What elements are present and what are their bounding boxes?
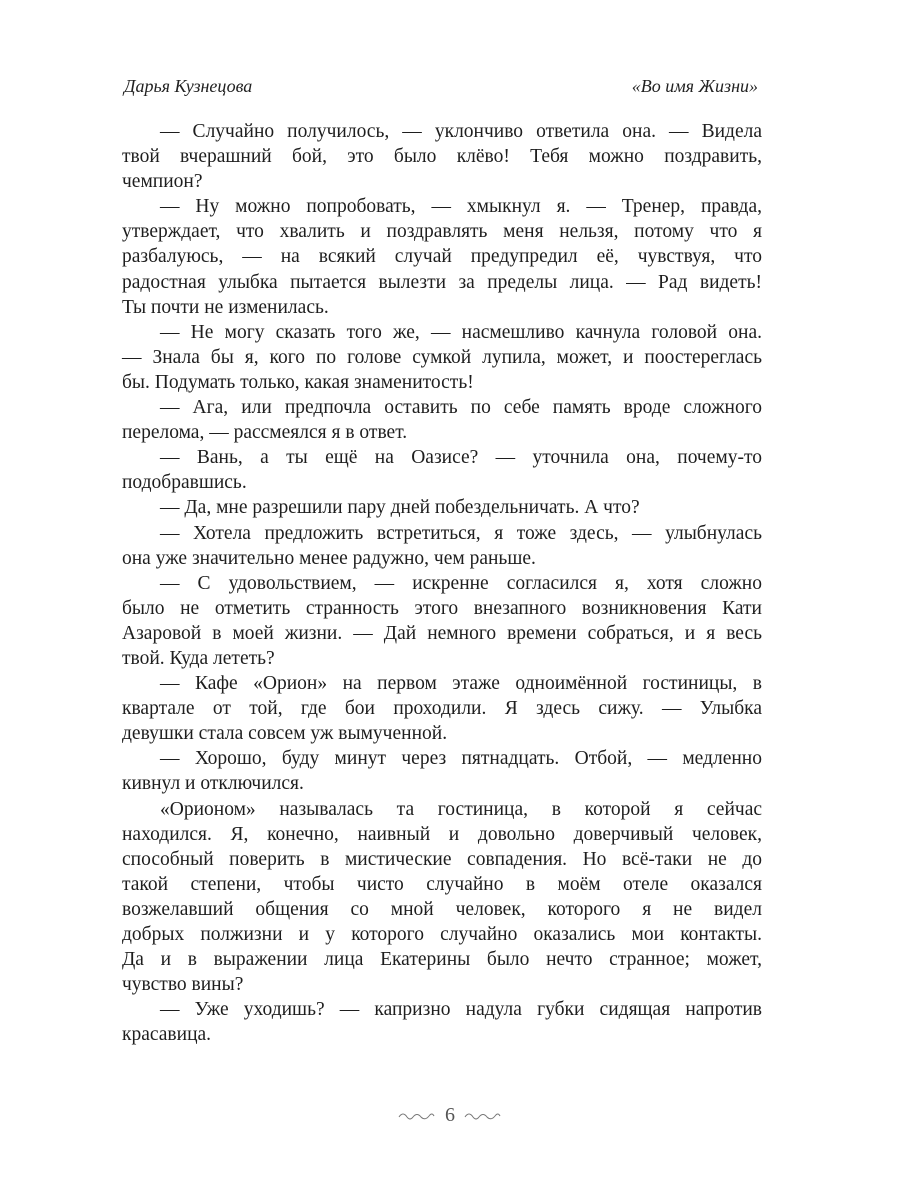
text-line: — Ага, или предпочла оставить по себе память вроде сложного — [160, 397, 762, 419]
text-line: добрых полжизни и у которого случайно оказались мои контакты. — [122, 924, 762, 945]
text-line: — Кафе «Орион» на первом этаже одноимённой гостиницы, в — [160, 673, 762, 695]
paragraph — [122, 194, 762, 319]
text-line: радостная улыбка пытается вылезти за пределы лица. — Рад видеть! — [122, 271, 762, 293]
text-line: перелома, — рассмеялся я в ответ. — [122, 422, 408, 444]
page-footer — [0, 1104, 900, 1127]
text-line: такой степени, чтобы чисто случайно в моём отеле оказался — [122, 873, 762, 895]
text-line: утверждает, что хвалить и поздравлять меня нельзя, потому что я — [122, 221, 762, 243]
paragraph — [122, 495, 762, 520]
paragraph — [122, 997, 762, 1047]
text-line: находился. Я, конечно, наивный и довольно доверчивый человек, — [122, 823, 762, 845]
text-line: — Хотела предложить встретиться, я тоже здесь, — улыбнулась — [160, 522, 762, 544]
paragraph — [122, 671, 762, 746]
text-line: твой вчерашний бой, это было клёво! Тебя можно поздравить, — [122, 146, 762, 168]
text-line: девушки стала совсем уж вымученной. — [122, 723, 448, 745]
text-line: — Случайно получилось, — уклончиво ответила она. — Видела — [160, 121, 762, 142]
text-line: — Ну можно попробовать, — хмыкнул я. — Тренер, правда, — [160, 196, 762, 218]
flourish-left-icon — [397, 1109, 437, 1123]
paragraph — [122, 571, 762, 671]
paragraph — [122, 320, 762, 395]
text-line: Ты почти не изменилась. — [122, 296, 329, 318]
author-name: Дарья Кузнецова — [124, 76, 253, 96]
text-line: способный поверить в мистические совпадения. Но всё-таки не до — [122, 848, 762, 870]
text-line: Да и в выражении лица Екатерины было нечто странное; может, — [122, 949, 762, 971]
paragraph — [122, 395, 762, 445]
text-line: чемпион? — [122, 171, 203, 193]
text-line: «Орионом» называлась та гостиница, в которой я сейчас — [160, 798, 762, 820]
text-line: — Хорошо, буду минут через пятнадцать. Отбой, — медленно — [160, 748, 762, 770]
paragraph — [122, 119, 762, 194]
text-line: возжелавший общения со мной человек, которого я не видел — [122, 898, 762, 920]
text-line: Азаровой в моей жизни. — Дай немного времени собраться, и я весь — [122, 622, 762, 644]
text-line: чувство вины? — [122, 974, 244, 996]
text-line: — Знала бы я, кого по голове сумкой лупила, может, и поостереглась — [122, 346, 762, 368]
text-line: — Да, мне разрешили пару дней побездельничать. А что? — [160, 497, 640, 519]
text-line: подобравшись. — [122, 472, 247, 494]
text-line: твой. Куда лететь? — [122, 647, 275, 669]
paragraph — [122, 521, 762, 571]
text-line: — Вань, а ты ещё на Оазисе? — уточнила она, почему-то — [160, 447, 762, 469]
text-line: было не отметить странность этого внезапного возникновения Кати — [122, 597, 762, 619]
flourish-right-icon — [463, 1109, 503, 1123]
body-text — [122, 119, 762, 1047]
running-header — [124, 76, 758, 97]
paragraph — [122, 746, 762, 796]
text-line: красавица. — [122, 1024, 212, 1046]
text-line: — Уже уходишь? — капризно надула губки сидящая напротив — [160, 999, 762, 1021]
text-line: она уже значительно менее радужно, чем раньше. — [122, 547, 536, 569]
text-line: — С удовольствием, — искренне согласился я, хотя сложно — [160, 572, 762, 594]
page-number: 6 — [445, 1104, 455, 1126]
text-line: бы. Подумать только, какая знаменитость! — [122, 371, 474, 393]
text-line: разбалуюсь, — на всякий случай предупредил её, чувствуя, что — [122, 246, 762, 268]
paragraph — [122, 797, 762, 998]
text-line: квартале от той, где бои проходили. Я здесь сижу. — Улыбка — [122, 698, 762, 720]
book-title: «Во имя Жизни» — [631, 76, 758, 96]
paragraph — [122, 445, 762, 495]
text-line: кивнул и отключился. — [122, 773, 304, 795]
text-line: — Не могу сказать того же, — насмешливо качнула головой она. — [160, 321, 762, 343]
